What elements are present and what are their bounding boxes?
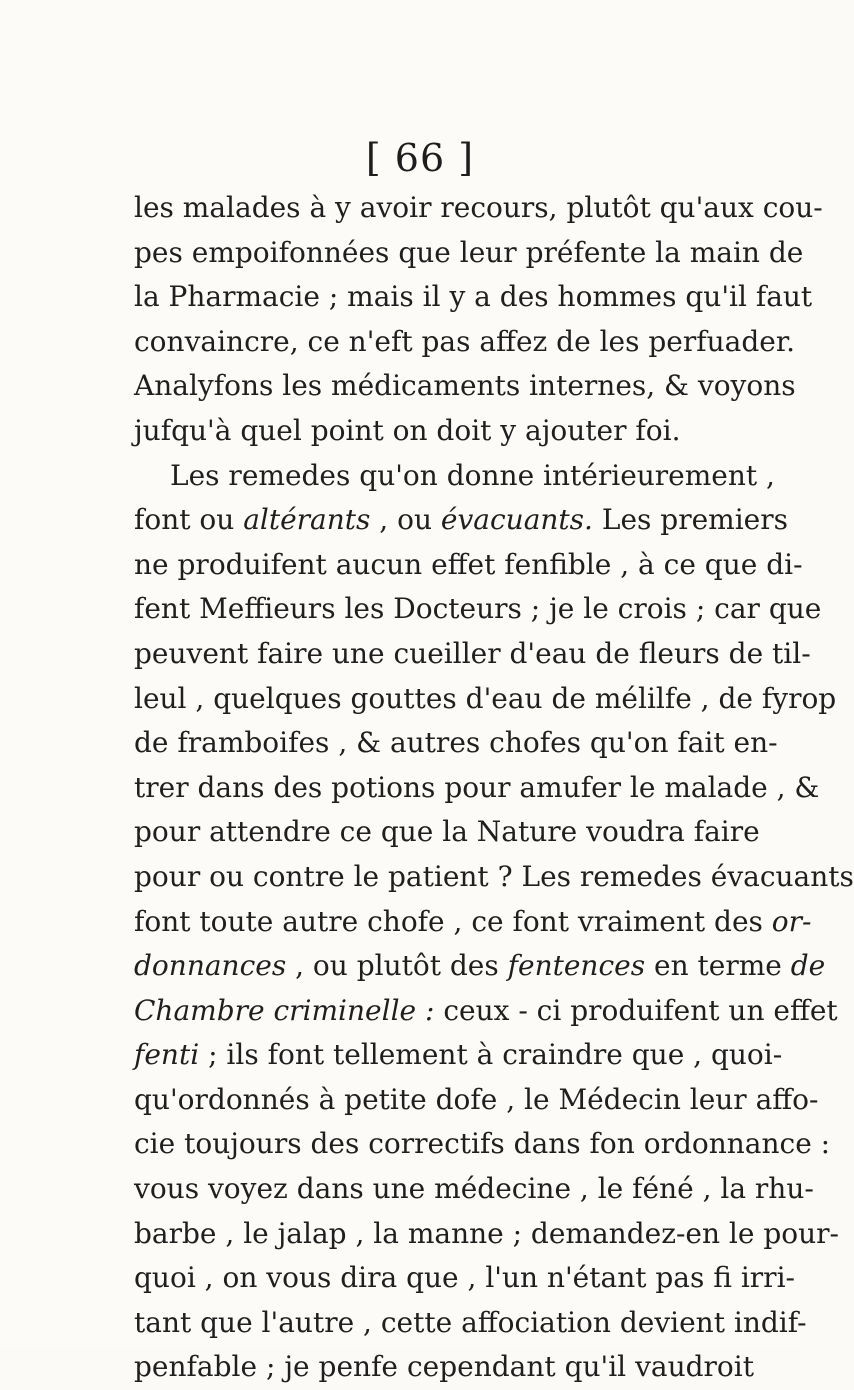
text-segment: les malades à y avoir recours, plutôt qu'aux cou- — [134, 191, 823, 224]
text-line — [134, 409, 754, 454]
text-line — [134, 766, 820, 811]
text-segment: de framboifes , & autres chofes qu'on fait en- — [134, 726, 778, 760]
text-line — [134, 810, 760, 855]
text-line — [134, 1256, 795, 1301]
text-segment: penfable ; je penfe cependant qu'il vaudroit — [134, 1350, 754, 1384]
text-line — [134, 587, 822, 632]
text-segment: jufqu'à quel point on doit y ajouter foi. — [134, 413, 681, 447]
text-segment: Les premiers — [592, 503, 788, 537]
italic-text: de — [790, 949, 826, 983]
text-line — [134, 1122, 831, 1167]
text-segment: convaincre, ce n'eft pas affez de les perfuader. — [134, 324, 796, 358]
text-line — [134, 1301, 807, 1346]
text-line — [134, 186, 823, 231]
text-line — [134, 1212, 840, 1257]
text-line — [134, 275, 813, 320]
text-segment: ne produifent aucun effet fenfible , à ce que di- — [134, 547, 803, 581]
page-number: [ 66 ] — [365, 136, 475, 180]
text-line — [134, 632, 811, 677]
text-segment: la Pharmacie ; mais il y a des hommes qu'il faut — [134, 280, 813, 314]
text-line — [134, 1078, 819, 1123]
text-segment: Analyfons les médicaments internes, & voyons — [134, 369, 796, 403]
text-line — [134, 855, 854, 900]
text-segment: , ou — [370, 503, 441, 537]
italic-text: fentences — [507, 949, 646, 983]
text-segment: font toute autre chofe , ce font vraiment des — [134, 904, 772, 938]
text-line — [134, 454, 775, 499]
text-segment: en terme — [645, 949, 791, 983]
text-line — [134, 498, 788, 543]
body-text — [134, 186, 854, 1390]
text-segment: Les remedes qu'on donne intérieurement , — [170, 458, 775, 492]
text-line — [134, 364, 796, 409]
text-segment: peuvent faire une cueiller d'eau de fleurs de til- — [134, 636, 811, 670]
text-segment: quoi , on vous dira que , l'un n'étant pas fi irri- — [134, 1261, 795, 1295]
text-line — [134, 320, 796, 365]
text-line — [134, 1167, 814, 1212]
text-segment: pour attendre ce que la Nature voudra faire — [134, 815, 760, 849]
text-line — [134, 944, 826, 989]
text-line — [134, 1033, 783, 1078]
text-segment: ; ils font tellement à craindre que , quoi- — [199, 1038, 783, 1072]
italic-text: Chambre criminelle : — [134, 993, 435, 1027]
text-segment: pes empoifonnées que leur préfente la main de — [134, 235, 804, 269]
italic-text: donnances — [134, 949, 287, 983]
text-line — [134, 989, 838, 1034]
text-segment: barbe , le jalap , la manne ; demandez-en le pour- — [134, 1216, 840, 1250]
text-segment: trer dans des potions pour amufer le malade , & — [134, 770, 820, 804]
text-line — [134, 1345, 754, 1390]
text-segment: fent Meffieurs les Docteurs ; je le crois ; car que — [134, 592, 822, 626]
italic-text: altérants — [243, 503, 371, 537]
italic-text: or- — [771, 904, 812, 938]
italic-text: évacuants. — [440, 503, 593, 537]
text-line — [134, 677, 837, 722]
text-line — [134, 721, 778, 766]
text-line — [134, 543, 803, 588]
text-segment: tant que l'autre , cette affociation devient indif- — [134, 1305, 807, 1339]
text-line — [134, 900, 812, 945]
text-segment: qu'ordonnés à petite dofe , le Médecin leur affo- — [134, 1082, 819, 1116]
text-line — [134, 231, 804, 276]
text-segment: vous voyez dans une médecine , le féné , la rhu- — [134, 1172, 814, 1206]
text-segment: font ou — [134, 503, 244, 537]
text-segment: ceux - ci produifent un effet — [434, 993, 838, 1027]
italic-text: fenti — [134, 1038, 200, 1072]
text-segment: pour ou contre le patient ? Les remedes évacuants — [134, 859, 854, 893]
text-segment: cie toujours des correctifs dans fon ordonnance : — [134, 1127, 831, 1161]
text-segment: leul , quelques gouttes d'eau de mélilfe , de fyrop — [134, 681, 837, 715]
text-segment: , ou plutôt des — [286, 949, 508, 983]
